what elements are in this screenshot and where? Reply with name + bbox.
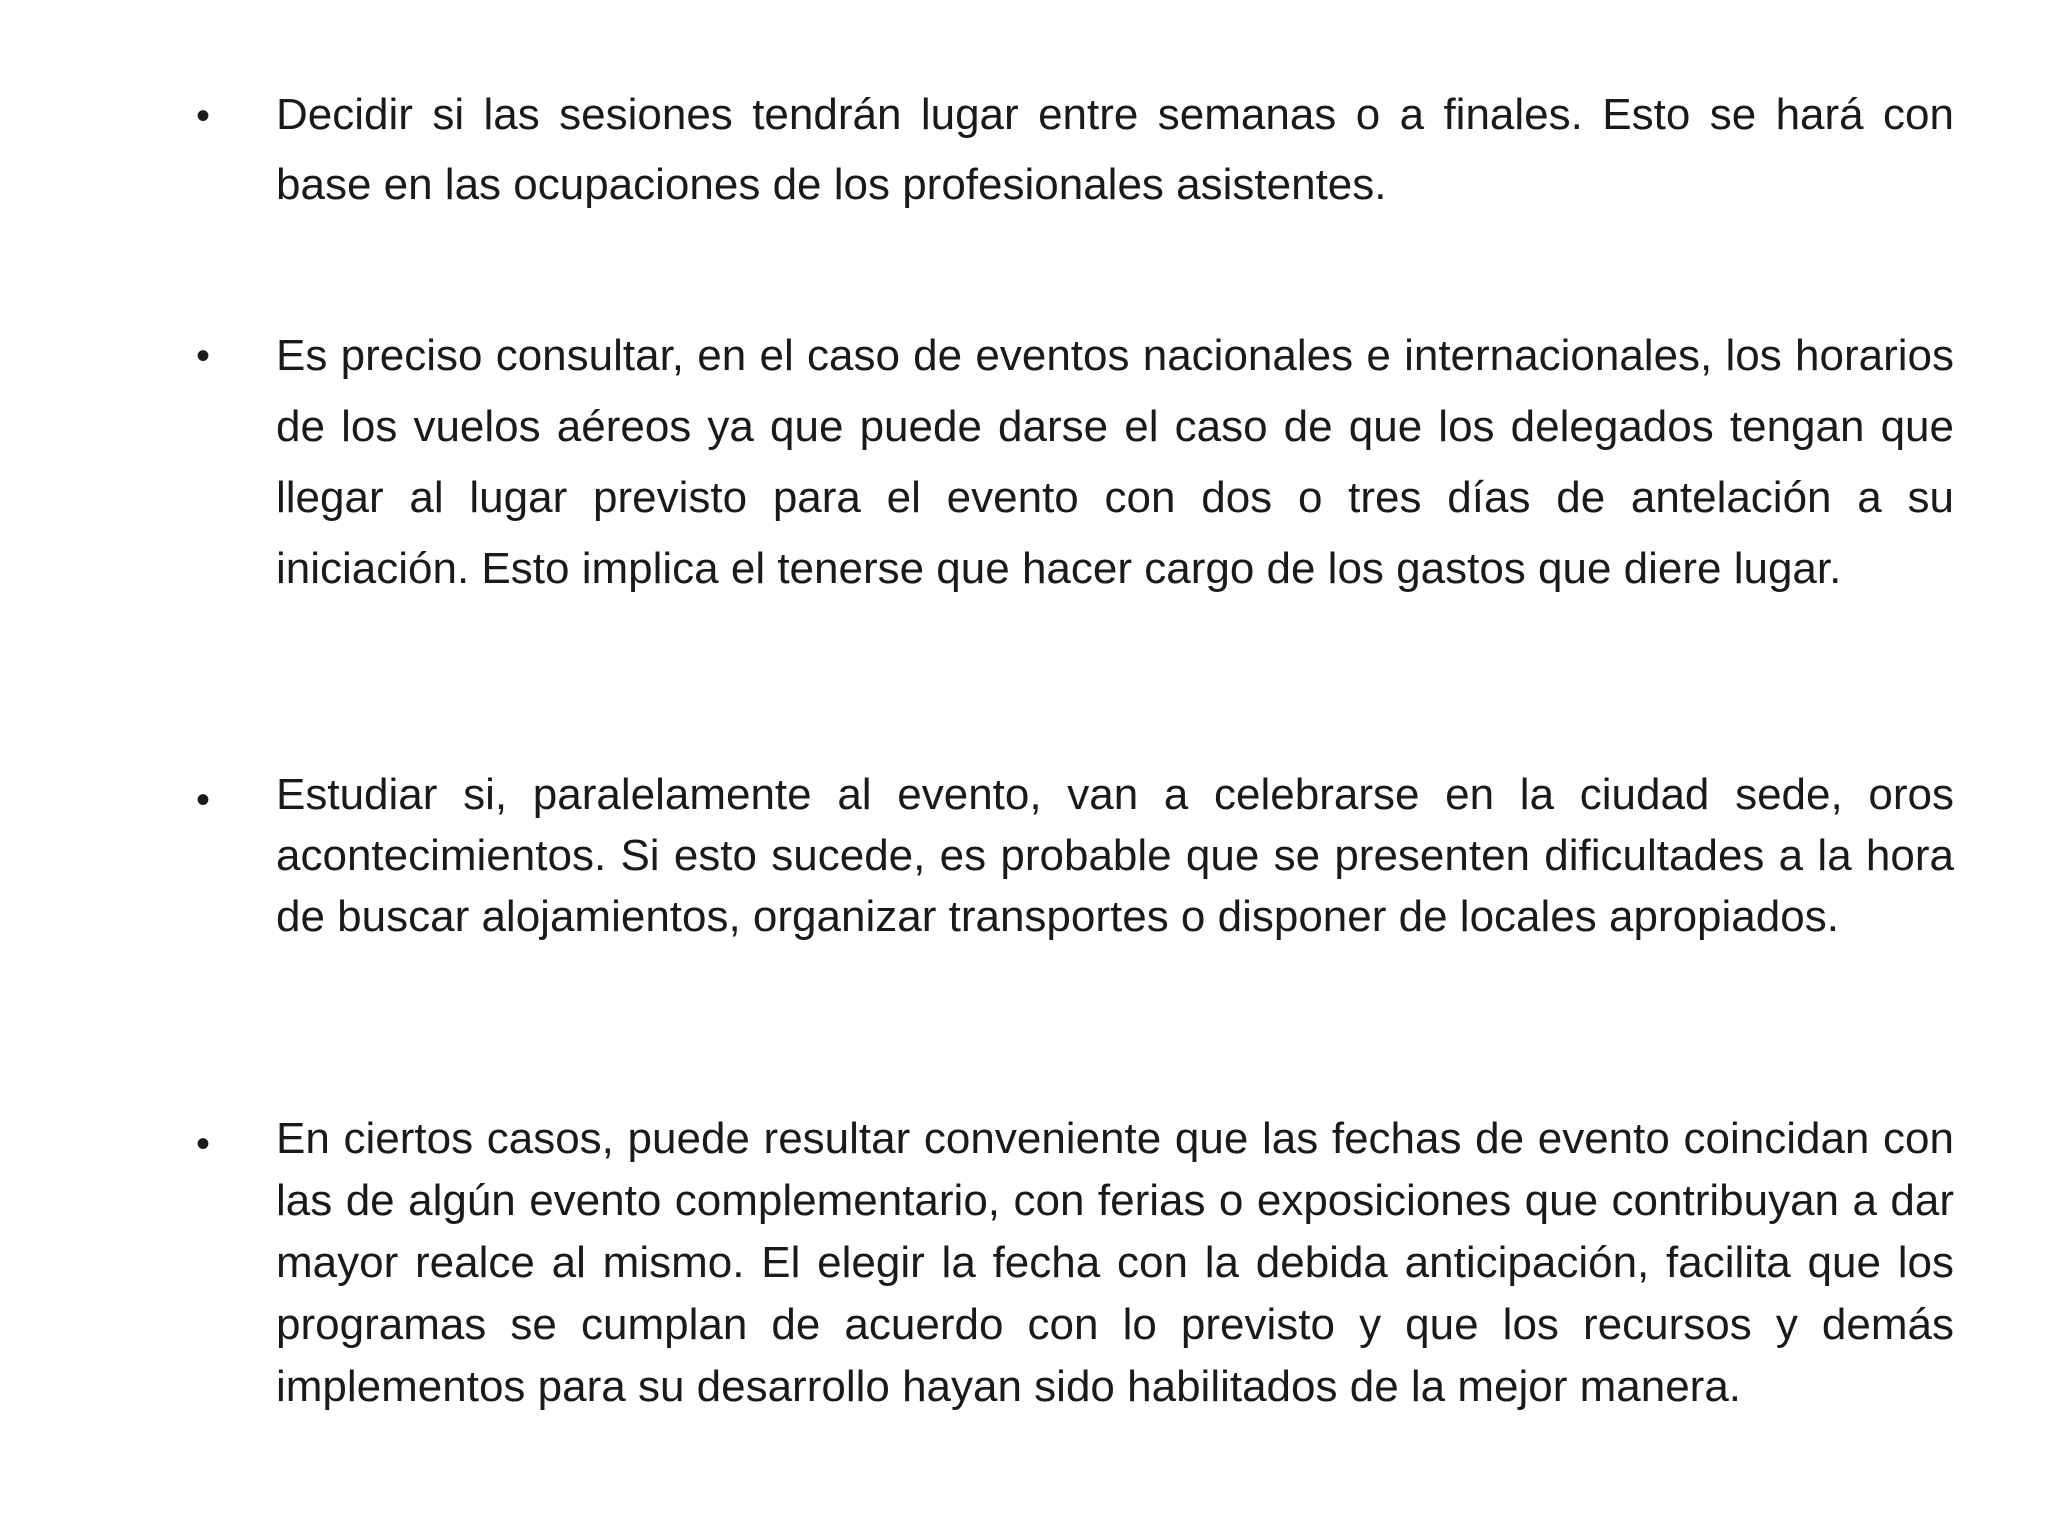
bullet-text: En ciertos casos, puede resultar conveniente que las fechas de evento coincidan con las de algún evento complementario, con ferias o exposiciones que contribuyan a dar mayor realce al mismo. El elegir la fecha con la debida anticipación, facilita que los programas se cumplan de acuerdo con lo previsto y que los recursos y demás implementos para su desarrollo hayan sido habilitados de la mejor manera. — [276, 1114, 1954, 1411]
bullet-point-icon: • — [196, 778, 211, 822]
bullet-text: Decidir si las sesiones tendrán lugar entre semanas o a finales. Esto se hará con base en las ocupaciones de los profesionales asistentes. — [276, 90, 1954, 209]
bullet-point-icon: • — [196, 1122, 211, 1166]
bullet-text: Estudiar si, paralelamente al evento, van a celebrarse en la ciudad sede, oros acontecimientos. Si esto sucede, es probable que se presenten dificultades a la hora de buscar alojamientos, organizar transportes o disponer de locales apropiados. — [276, 770, 1954, 941]
bullet-point-icon: • — [196, 334, 211, 378]
bullet-text: Es preciso consultar, en el caso de eventos nacionales e internacionales, los horarios de los vuelos aéreos ya que puede darse el caso de que los delegados tengan que llegar al lugar previsto para el evento con dos o tres días de antelación a su iniciación. Esto implica el tenerse que hacer cargo de los gastos que diere lugar. — [276, 331, 1954, 593]
bullet-point-icon: • — [196, 94, 211, 138]
